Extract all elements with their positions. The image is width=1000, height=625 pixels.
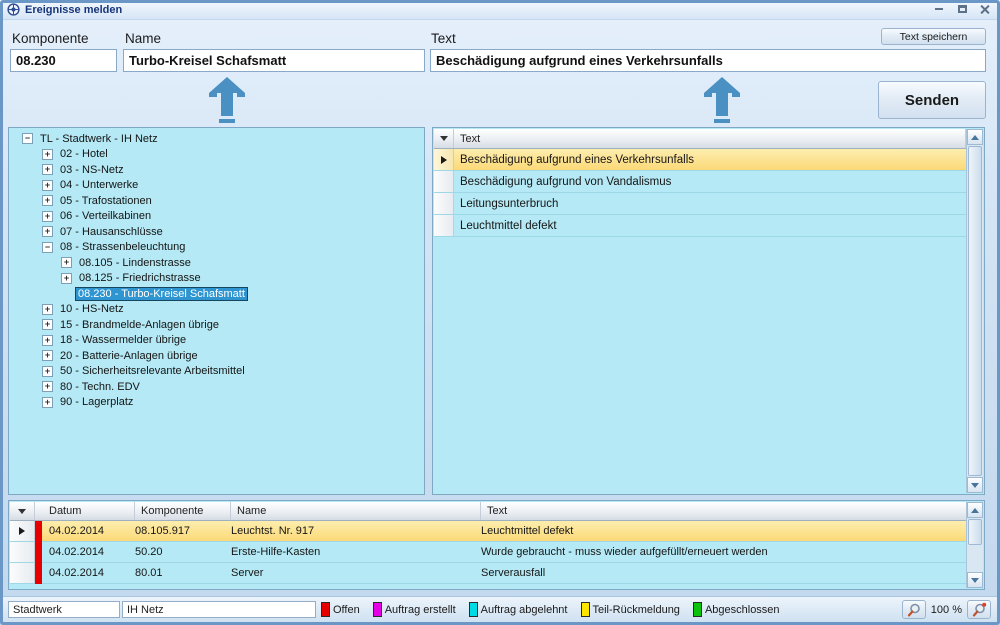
list-item-text: Beschädigung aufgrund von Vandalismus xyxy=(460,175,672,188)
magnifier-plus-icon xyxy=(971,602,987,618)
minimize-icon[interactable] xyxy=(932,3,946,15)
row-indicator xyxy=(434,171,454,192)
cell-text: Leuchtmittel defekt xyxy=(481,521,966,541)
tree-item-label: 18 - Wassermelder übrige xyxy=(60,334,187,347)
tree-item-label: 03 - NS-Netz xyxy=(60,163,124,176)
cell-text: Serverausfall xyxy=(481,567,546,579)
list-item[interactable] xyxy=(434,149,966,171)
collapse-icon[interactable]: − xyxy=(22,133,33,144)
expand-icon[interactable]: + xyxy=(42,397,53,408)
table-row[interactable] xyxy=(10,542,966,563)
row-indicator xyxy=(10,542,35,562)
legend-label: Teil-Rückmeldung xyxy=(592,603,680,616)
filter-icon[interactable] xyxy=(434,129,454,148)
scroll-down-icon[interactable] xyxy=(967,477,983,493)
tree-item-label: 08.125 - Friedrichstrasse xyxy=(79,272,201,285)
text-column-header[interactable]: Text xyxy=(487,505,508,517)
tree-item-label: 20 - Batterie-Anlagen übrige xyxy=(60,349,198,362)
row-selected-icon xyxy=(10,521,35,541)
legend-label: Offen xyxy=(333,603,360,616)
tree-item-label: 08.105 - Lindenstrasse xyxy=(79,256,191,269)
cell-name: Server xyxy=(231,567,264,579)
tree-item[interactable] xyxy=(9,286,424,302)
tree-item[interactable] xyxy=(9,240,424,256)
tree-item[interactable] xyxy=(9,364,424,380)
text-list-panel xyxy=(432,127,985,495)
list-item-text: Leuchtmittel defekt xyxy=(460,219,557,232)
zoom-in-button[interactable] xyxy=(967,600,991,619)
tree-item[interactable] xyxy=(9,348,424,364)
tree-item[interactable] xyxy=(9,224,424,240)
legend-item xyxy=(321,602,360,617)
text-list-scrollbar[interactable] xyxy=(966,129,983,493)
tree-item-label: 07 - Hausanschlüsse xyxy=(60,225,163,238)
scrollbar-thumb[interactable] xyxy=(968,146,982,476)
cell-komponente: 08.105.917 xyxy=(135,521,231,541)
cell-datum: 04.02.2014 xyxy=(35,521,135,541)
scope-field-1[interactable] xyxy=(8,601,120,618)
current-row-arrow-icon xyxy=(441,156,447,164)
magnifier-icon xyxy=(906,602,922,618)
close-icon[interactable] xyxy=(978,3,992,15)
tree-item[interactable] xyxy=(9,379,424,395)
legend-swatch xyxy=(373,602,382,617)
cell-datum: 04.02.2014 xyxy=(35,563,135,583)
events-table xyxy=(8,500,985,590)
komponente-field[interactable] xyxy=(10,49,117,72)
tree-item-label: 08.230 - Turbo-Kreisel Schafsmatt xyxy=(75,287,248,301)
legend-swatch xyxy=(321,602,330,617)
tree-item-label: 90 - Lagerplatz xyxy=(60,396,134,409)
expand-icon[interactable]: + xyxy=(61,273,72,284)
legend-item xyxy=(581,602,680,617)
window-title: Ereignisse melden xyxy=(25,3,123,16)
legend-item xyxy=(693,602,780,617)
tree-item-label: 06 - Verteilkabinen xyxy=(60,210,152,223)
status-color-bar xyxy=(35,563,42,584)
tree-item[interactable] xyxy=(9,209,424,225)
text-column-header[interactable]: Text xyxy=(454,129,966,148)
list-item[interactable] xyxy=(434,171,966,193)
tree-item[interactable] xyxy=(9,317,424,333)
app-icon xyxy=(7,3,20,16)
status-color-bar xyxy=(35,521,42,542)
scroll-up-icon[interactable] xyxy=(967,502,983,518)
current-row-arrow-icon xyxy=(19,527,25,535)
tree-item[interactable] xyxy=(9,178,424,194)
filter-icon[interactable] xyxy=(10,502,35,520)
cell-datum: 04.02.2014 xyxy=(35,542,135,562)
status-color-bar xyxy=(35,542,42,563)
expand-icon[interactable]: + xyxy=(61,257,72,268)
tree-item[interactable] xyxy=(9,302,424,318)
title-bar xyxy=(0,0,1000,20)
tree-item-label: 04 - Unterwerke xyxy=(60,179,139,192)
list-item-text: Beschädigung aufgrund eines Verkehrsunfalls xyxy=(454,149,966,170)
tree-item[interactable] xyxy=(9,147,424,163)
text-field[interactable] xyxy=(430,49,986,72)
legend-item xyxy=(469,602,568,617)
events-table-header xyxy=(10,502,966,521)
scroll-up-icon[interactable] xyxy=(967,129,983,145)
legend-label: Abgeschlossen xyxy=(704,603,780,616)
expand-icon[interactable]: + xyxy=(42,335,53,346)
row-indicator xyxy=(434,215,454,236)
expand-icon[interactable]: + xyxy=(42,366,53,377)
zoom-out-button[interactable] xyxy=(902,600,926,619)
komponente-column-header[interactable]: Komponente xyxy=(135,502,231,520)
tree-item-label: 50 - Sicherheitsrelevante Arbeitsmittel xyxy=(60,365,245,378)
events-table-scrollbar[interactable] xyxy=(966,502,983,588)
cell-name: Erste-Hilfe-Kasten xyxy=(231,546,321,558)
name-label: Name xyxy=(125,31,162,46)
send-button[interactable]: Senden xyxy=(878,81,986,119)
list-item-text: Leitungsunterbruch xyxy=(460,197,559,210)
cell-komponente: 80.01 xyxy=(135,567,163,579)
row-selected-icon xyxy=(434,149,454,170)
legend-label: Auftrag abgelehnt xyxy=(480,603,568,616)
datum-column-header[interactable]: Datum xyxy=(35,502,135,520)
expand-icon[interactable]: + xyxy=(42,350,53,361)
text-list-header xyxy=(434,129,966,149)
component-tree xyxy=(8,127,425,495)
tree-item-label: 05 - Trafostationen xyxy=(60,194,152,207)
tree-item-label: TL - Stadtwerk - IH Netz xyxy=(40,132,158,145)
row-indicator xyxy=(434,193,454,214)
table-row[interactable] xyxy=(10,521,966,542)
status-legend xyxy=(321,597,780,622)
tree-item-label: 02 - Hotel xyxy=(60,148,108,161)
maximize-icon[interactable] xyxy=(955,3,969,15)
expand-icon[interactable]: + xyxy=(42,211,53,222)
scrollbar-thumb[interactable] xyxy=(968,519,982,545)
expand-icon[interactable]: + xyxy=(42,319,53,330)
scope-field-2[interactable] xyxy=(122,601,316,618)
legend-swatch xyxy=(693,602,702,617)
expand-icon[interactable]: + xyxy=(42,149,53,160)
expand-icon[interactable]: + xyxy=(42,226,53,237)
name-column-header[interactable]: Name xyxy=(231,502,481,520)
tree-item-label: 08 - Strassenbeleuchtung xyxy=(60,241,186,254)
list-item[interactable] xyxy=(434,193,966,215)
table-row[interactable] xyxy=(10,563,966,584)
tree-item[interactable] xyxy=(9,131,424,147)
cell-komponente: 50.20 xyxy=(135,546,163,558)
tree-item[interactable] xyxy=(9,193,424,209)
legend-swatch xyxy=(469,602,478,617)
expand-icon[interactable]: + xyxy=(42,381,53,392)
expand-icon[interactable]: + xyxy=(42,180,53,191)
zoom-level: 100 % xyxy=(930,603,962,616)
cell-text: Wurde gebraucht - muss wieder aufgefüllt/erneuert werden xyxy=(481,546,768,558)
tree-item-label: 80 - Techn. EDV xyxy=(60,380,140,393)
scroll-down-icon[interactable] xyxy=(967,572,983,588)
text-label: Text xyxy=(431,31,456,46)
expand-icon[interactable]: + xyxy=(42,164,53,175)
tree-item[interactable] xyxy=(9,333,424,349)
row-indicator xyxy=(10,563,35,583)
arrow-up-text-icon xyxy=(700,75,744,125)
tree-item[interactable] xyxy=(9,395,424,411)
tree-item-label: 15 - Brandmelde-Anlagen übrige xyxy=(60,318,219,331)
tree-item[interactable] xyxy=(9,271,424,287)
komponente-label: Komponente xyxy=(12,31,89,46)
expand-icon[interactable]: + xyxy=(42,195,53,206)
arrow-up-name-icon xyxy=(205,75,249,125)
tree-item-label: 10 - HS-Netz xyxy=(60,303,124,316)
collapse-icon[interactable]: − xyxy=(42,242,53,253)
list-item[interactable] xyxy=(434,215,966,237)
legend-label: Auftrag erstellt xyxy=(384,603,456,616)
tree-item[interactable] xyxy=(9,162,424,178)
legend-swatch xyxy=(581,602,590,617)
expand-icon[interactable]: + xyxy=(42,304,53,315)
status-bar xyxy=(0,596,1000,622)
tree-item[interactable] xyxy=(9,255,424,271)
legend-item xyxy=(373,602,456,617)
cell-name: Leuchtst. Nr. 917 xyxy=(231,521,481,541)
name-field[interactable] xyxy=(123,49,425,72)
save-text-button[interactable]: Text speichern xyxy=(881,28,986,45)
